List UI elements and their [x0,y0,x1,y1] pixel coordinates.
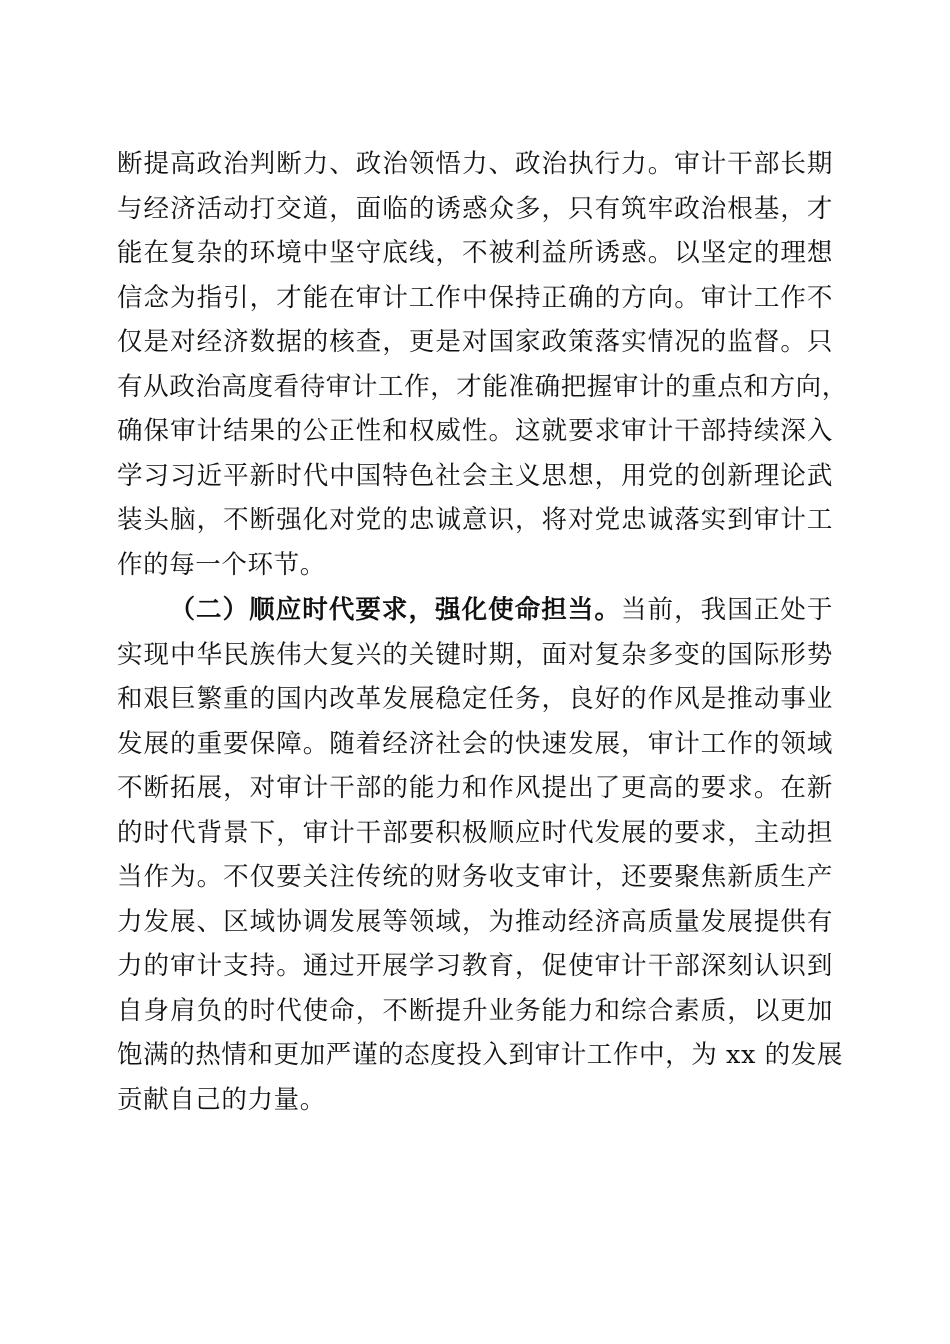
text-line: 和艰巨繁重的国内改革发展稳定任务，良好的作风是推动事业 [117,684,833,714]
text-line: 学习习近平新时代中国特色社会主义思想，用党的创新理论武 [117,460,833,491]
text-line: 当作为。不仅要关注传统的财务收支审计，还要聚焦新质生产 [117,862,833,892]
text-line: 自身肩负的时代使命，不断提升业务能力和综合素质，以更加 [117,995,833,1026]
text-line: 贡献自己的力量。 [117,1084,326,1115]
text-line: 力发展、区域协调发展等领域，为推动经济高质量发展提供有 [117,906,833,937]
paragraph-2 [117,588,843,1122]
text-line: 确保审计结果的公正性和权威性。这就要求审计干部持续深入 [117,416,833,446]
text-line: 不断拓展，对审计干部的能力和作风提出了更高的要求。在新 [117,773,833,803]
paragraph-1 [117,142,848,587]
text-line: 能在复杂的环境中坚守底线，不被利益所诱惑。以坚定的理想 [117,238,833,268]
text-line: 发展的重要保障。随着经济社会的快速发展，审计工作的领域 [117,728,833,759]
text-line: 有从政治高度看待审计工作，才能准确把握审计的重点和方向， [117,371,848,402]
text-line-first [117,588,833,633]
text-line: 的时代背景下，审计干部要积极顺应时代发展的要求，主动担 [117,817,833,848]
text-line: 信念为指引，才能在审计工作中保持正确的方向。审计工作不 [117,282,833,313]
first-line-text: 当前，我国正处于 [620,595,834,625]
text-line: 力的审计支持。通过开展学习教育，促使审计干部深刻认识到 [117,951,833,981]
text-line: 断提高政治判断力、政治领悟力、政治执行力。审计干部长期 [117,149,833,179]
text-line: 仅是对经济数据的核查，更是对国家政策落实情况的监督。只 [117,327,833,357]
section-heading: （二）顺应时代要求，强化使命担当。 [169,595,621,625]
text-line: 实现中华民族伟大复兴的关键时期，面对复杂多变的国际形势 [117,639,833,670]
text-line: 饱满的热情和更加严谨的态度投入到审计工作中，为 xx 的发展 [117,1040,843,1070]
text-line: 与经济活动打交道，面临的诱惑众多，只有筑牢政治根基，才 [117,193,833,224]
text-line: 作的每一个环节。 [117,549,326,580]
text-line: 装头脑，不断强化对党的忠诚意识，将对党忠诚落实到审计工 [117,505,833,535]
